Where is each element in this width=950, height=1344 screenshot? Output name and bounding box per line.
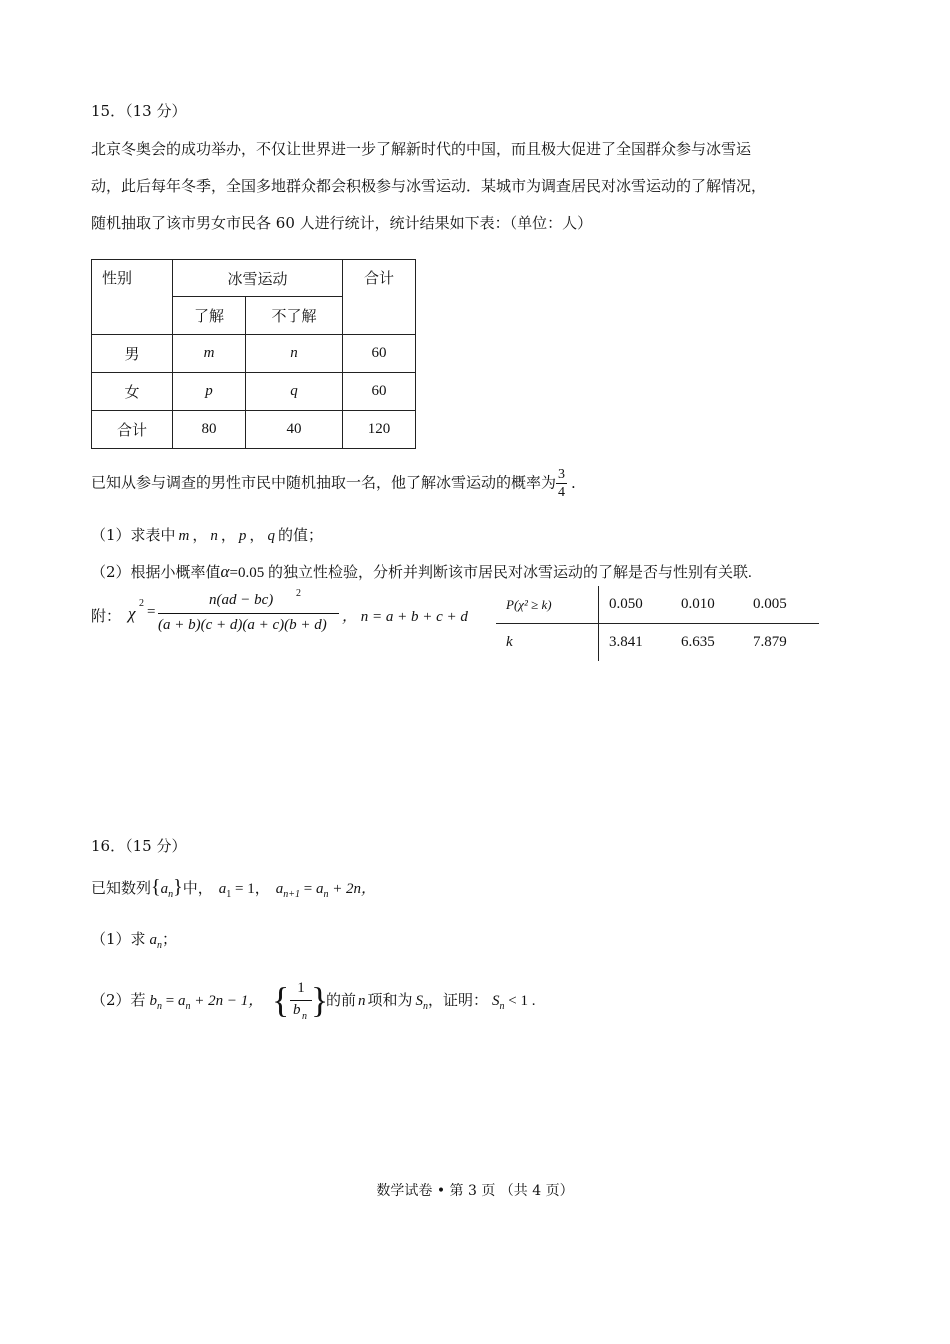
ptable-k-value: 7.879 (753, 634, 787, 650)
cell-value: 60 (343, 335, 416, 373)
an-symbol: a (178, 993, 186, 1009)
part2-line (91, 989, 263, 1012)
part2-prefix: （2）若 (91, 991, 146, 1009)
right-brace-large: } (311, 980, 329, 1020)
var-n: n (210, 528, 218, 544)
recurrence-tail: + 2n， (328, 881, 377, 897)
right-brace: } (173, 876, 183, 898)
cell-value: m (173, 335, 246, 373)
ptable-k-value: 6.635 (681, 634, 715, 650)
a1-symbol: a (218, 881, 227, 897)
part2-conclusion (326, 989, 536, 1012)
var-q: q (267, 528, 275, 544)
ptable-prob-value: 0.010 (679, 586, 751, 624)
contingency-table (91, 259, 416, 449)
a1-value: = 1， (231, 881, 270, 897)
recurrence-equals: = (299, 881, 316, 897)
var-m: m (178, 528, 190, 544)
comma: ， (220, 526, 236, 544)
part2-text-rest: =0.05 的独立性检验，分析并判断该市居民对冰雪运动的了解是否与性别有关联. (229, 565, 752, 581)
ptable-prob-value: 0.050 (599, 586, 680, 624)
recurrence-rhs: a (315, 881, 324, 897)
cell-value: p (173, 373, 246, 411)
bn-tail: + 2n − 1， (190, 993, 264, 1009)
cell-value: 40 (246, 411, 343, 449)
cell-value: n (246, 335, 343, 373)
comma: ， (192, 526, 208, 544)
header-total: 合计 (343, 260, 416, 335)
q15-part1 (91, 524, 323, 545)
sn-symbol: S (415, 993, 424, 1009)
var-p: p (238, 528, 247, 544)
seq-subscript: n (168, 889, 174, 900)
fraction-denominator: 4 (558, 485, 566, 500)
an-subscript: n (185, 1001, 191, 1012)
q15-paragraph-line3: 随机抽取了该市男女市民各 60 人进行统计，统计结果如下表：（单位：人） (91, 214, 593, 232)
row-label: 男 (92, 335, 173, 373)
fraction-bar (158, 613, 339, 614)
sn-subscript: n (499, 1001, 505, 1012)
subheader-know: 了解 (173, 297, 246, 335)
a1-subscript: 1 (226, 889, 232, 900)
inequality: < 1 . (504, 993, 536, 1009)
q15-part2 (91, 561, 752, 582)
part2-mid-text2: 项和为 (367, 991, 413, 1009)
cell-value: q (246, 373, 343, 411)
chi-superscript: 2 (139, 598, 144, 609)
header-ice-snow-sport: 冰雪运动 (173, 260, 343, 297)
q16-given (91, 876, 376, 900)
cell-value: 60 (343, 373, 416, 411)
fraction-numerator: 3 (558, 467, 566, 482)
cell-value: 80 (173, 411, 246, 449)
header-gender: 性别 (92, 260, 173, 335)
frac-denominator-subscript: n (302, 1011, 307, 1022)
n-definition: ， n = a + b + c + d (342, 609, 468, 625)
formula-denominator: (a + b)(c + d)(a + c)(b + d) (158, 617, 327, 633)
q15-known-condition (91, 466, 576, 501)
part1-end: ； (162, 930, 178, 948)
n-symbol: n (358, 993, 366, 1009)
part1-prefix: （1）求 (91, 930, 146, 948)
seq-a: a (160, 881, 169, 897)
appendix-label: 附： (91, 607, 122, 625)
proof-text: ，证明： (428, 991, 489, 1009)
ptable-k-value: 3.841 (609, 634, 643, 650)
q16-part1 (91, 928, 177, 951)
bn-equals: = (162, 993, 179, 1009)
frac-denominator-b: b (293, 1002, 301, 1018)
part2-mid-text: 的前 (326, 991, 357, 1009)
recurrence-lhs: a (275, 881, 284, 897)
cell-value: 120 (343, 411, 416, 449)
row-label: 合计 (92, 411, 173, 449)
alpha-symbol: α (220, 562, 230, 581)
given-text-mid: 中， (182, 879, 213, 897)
comma: ， (249, 526, 265, 544)
q15-paragraph-line2: 动，此后每年冬季，全国多地群众都会积极参与冰雪运动．某城市为调查居民对冰雪运动的了解情况， (91, 177, 767, 195)
left-brace-large: { (272, 980, 290, 1020)
given-text: 已知数列 (91, 879, 152, 897)
row-label: 女 (92, 373, 173, 411)
chi-symbol: χ (128, 604, 136, 623)
ptable-prob-value: 0.005 (751, 586, 819, 624)
subheader-not-know: 不了解 (246, 297, 343, 335)
critical-value-table (496, 586, 819, 661)
bn-subscript: n (157, 1001, 163, 1012)
table-row (92, 411, 416, 449)
part1-prefix: （1）求表中 (91, 526, 176, 544)
an-subscript: n (157, 940, 163, 951)
recurrence-lhs-subscript: n+1 (283, 889, 300, 900)
sentence-end: . (571, 473, 576, 492)
frac-numerator: 1 (297, 980, 305, 996)
q15-header: 15．（13 分） (91, 102, 187, 120)
formula-numerator: n(ad − bc) (209, 592, 274, 608)
page-footer: 数学试卷 • 第 3 页 （共 4 页） (376, 1183, 574, 1199)
q16-header: 16．（15 分） (91, 837, 187, 855)
recurrence-rhs-subscript: n (323, 889, 329, 900)
sn-symbol: S (492, 993, 500, 1009)
frac-bar (290, 1000, 312, 1001)
an-symbol: a (149, 932, 158, 948)
sn-subscript: n (423, 1001, 429, 1012)
part2-text: （2）根据小概率值 (91, 563, 221, 581)
known-text: 已知从参与调查的男性市民中随机抽取一名，他了解冰雪运动的概率为 (91, 473, 557, 492)
table-row (92, 335, 416, 373)
q15-paragraph-line1: 北京冬奥会的成功举办，不仅让世界进一步了解新时代的中国，而且极大促进了全国群众参与冰雪运 (91, 140, 752, 158)
left-brace: { (151, 876, 161, 898)
table-row (92, 373, 416, 411)
probability-fraction (556, 466, 567, 501)
ptable-prob-label: P(χ² ≥ k) (496, 586, 599, 624)
numerator-superscript: 2 (296, 588, 301, 599)
equals-sign: = (147, 604, 156, 620)
ptable-k-label: k (496, 624, 599, 662)
bn-symbol: b (149, 993, 158, 1009)
part1-suffix: 的值； (277, 526, 323, 544)
